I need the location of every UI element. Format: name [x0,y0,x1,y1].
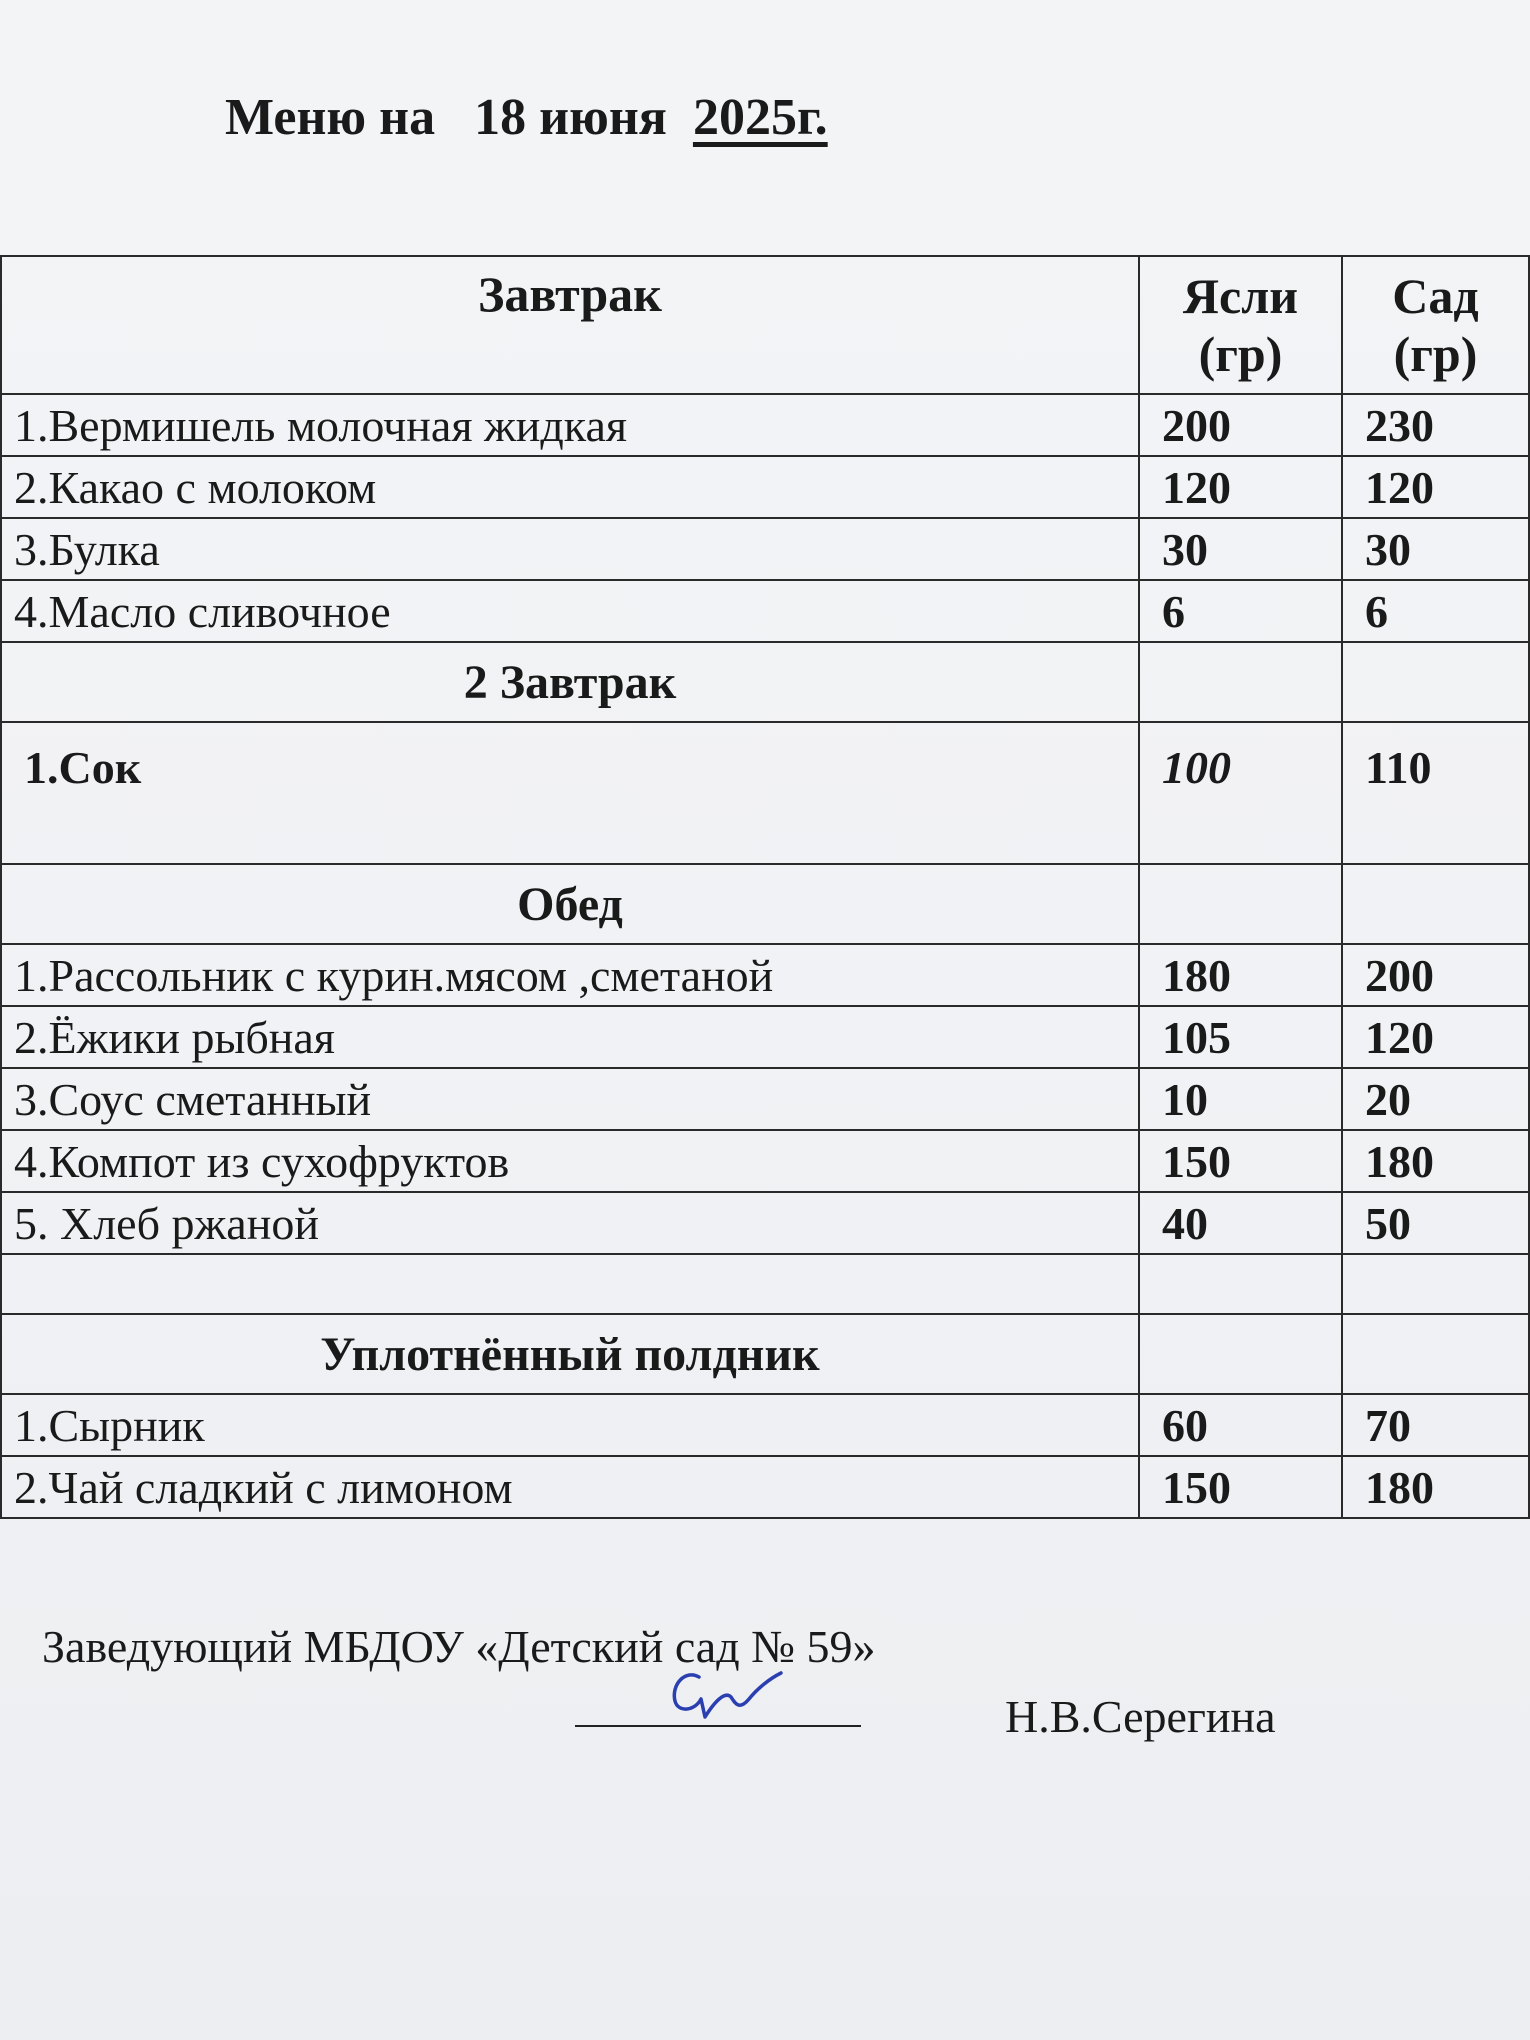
blank-row [1,1254,1529,1314]
menu-table [0,255,1530,1519]
dish-name: 2.Какао с молоком [1,456,1139,518]
garden-portion: 70 [1342,1394,1529,1456]
table-row [1,580,1529,642]
garden-portion: 180 [1342,1456,1529,1518]
dish-name: 2.Чай сладкий с лимоном [1,1456,1139,1518]
director-position: Заведующий МБДОУ «Детский сад № 59» [42,1621,876,1672]
empty-cell [1139,1314,1342,1394]
section-row [1,864,1529,944]
empty-cell [1342,642,1529,722]
table-row [1,1394,1529,1456]
nursery-portion: 150 [1139,1130,1342,1192]
section-header-afternoon-snack: Уплотнённый полдник [1,1314,1139,1394]
column-header-nursery: Ясли (гр) [1139,256,1342,394]
section-row [1,642,1529,722]
nursery-portion: 180 [1139,944,1342,1006]
nursery-portion: 150 [1139,1456,1342,1518]
table-row [1,1192,1529,1254]
table-row [1,1130,1529,1192]
table-row [1,456,1529,518]
empty-cell [1139,864,1342,944]
table-row [1,944,1529,1006]
empty-cell [1342,864,1529,944]
garden-portion: 20 [1342,1068,1529,1130]
menu-title-date: Меню на 18 июня [225,89,693,146]
garden-portion: 50 [1342,1192,1529,1254]
table-header-row [1,256,1529,394]
table-row [1,1068,1529,1130]
nursery-portion: 105 [1139,1006,1342,1068]
section-header-second-breakfast: 2 Завтрак [1,642,1139,722]
section-row [1,1314,1529,1394]
section-header-lunch: Обед [1,864,1139,944]
dish-name: 3.Булка [1,518,1139,580]
dish-name: 1.Сырник [1,1394,1139,1456]
dish-name: 2.Ёжики рыбная [1,1006,1139,1068]
table-row [1,394,1529,456]
empty-cell [1,1254,1139,1314]
nursery-portion: 200 [1139,394,1342,456]
dish-name: 4.Компот из сухофруктов [1,1130,1139,1192]
dish-name: 3.Соус сметанный [1,1068,1139,1130]
signer-name: Н.В.Серегина [1005,1691,1276,1742]
empty-cell [1139,1254,1342,1314]
nursery-portion: 120 [1139,456,1342,518]
garden-portion: 120 [1342,1006,1529,1068]
menu-title [225,88,828,147]
section-header-breakfast: Завтрак [1,256,1139,394]
table-row [1,722,1529,864]
dish-name: 1.Вермишель молочная жидкая [1,394,1139,456]
table-row [1,1456,1529,1518]
empty-cell [1139,642,1342,722]
garden-portion: 30 [1342,518,1529,580]
nursery-portion: 10 [1139,1068,1342,1130]
nursery-portion: 40 [1139,1192,1342,1254]
garden-portion: 110 [1342,722,1529,864]
nursery-portion: 100 [1139,722,1342,864]
empty-cell [1342,1254,1529,1314]
garden-portion: 180 [1342,1130,1529,1192]
nursery-portion: 60 [1139,1394,1342,1456]
dish-name: 1.Сок [1,722,1139,864]
dish-name: 4.Масло сливочное [1,580,1139,642]
nursery-portion: 6 [1139,580,1342,642]
column-header-garden: Сад (гр) [1342,256,1529,394]
dish-name: 5. Хлеб ржаной [1,1192,1139,1254]
garden-portion: 200 [1342,944,1529,1006]
nursery-portion: 30 [1139,518,1342,580]
table-row [1,518,1529,580]
garden-portion: 120 [1342,456,1529,518]
garden-portion: 230 [1342,394,1529,456]
handwritten-signature [665,1655,795,1740]
table-row [1,1006,1529,1068]
signature-line [575,1725,861,1727]
empty-cell [1342,1314,1529,1394]
menu-title-year: 2025г. [692,89,828,146]
dish-name: 1.Рассольник с курин.мясом ,сметаной [1,944,1139,1006]
garden-portion: 6 [1342,580,1529,642]
